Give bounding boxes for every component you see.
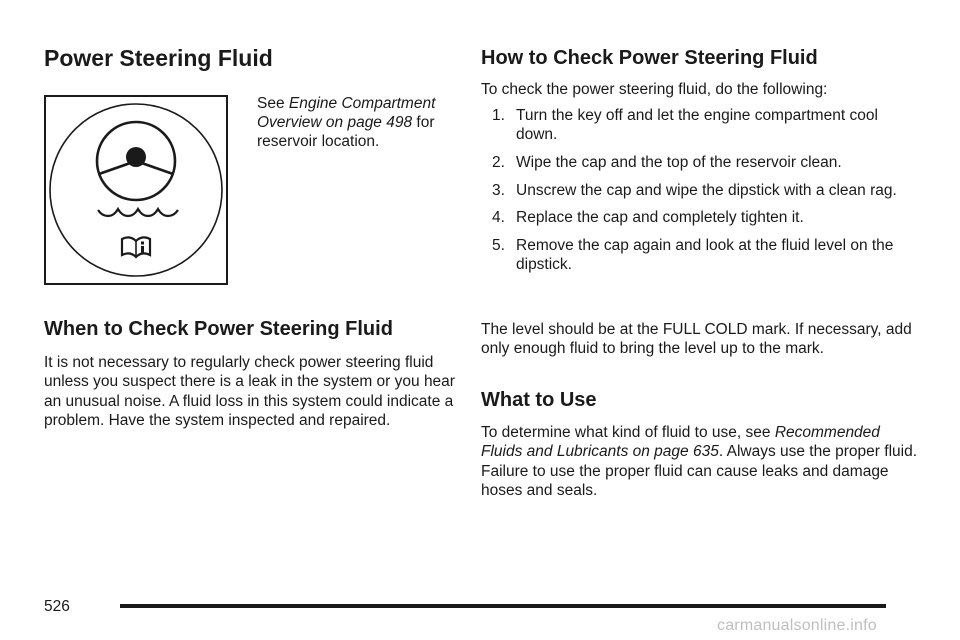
page-number: 526 [44, 598, 70, 615]
reservoir-location-reference [257, 94, 457, 151]
step-number: 3. [492, 181, 505, 199]
what-to-use-body [481, 423, 921, 500]
step-number: 5. [492, 237, 505, 255]
step-text: Unscrew the cap and wipe the dipstick with a clean rag. [516, 181, 897, 199]
power-steering-symbol-figure [44, 95, 228, 285]
what-suffix: . Always use the proper fluid. Failure to use the proper fluid can cause leaks and damage hoses and seals. [481, 443, 918, 499]
check-steps-list [481, 106, 921, 283]
list-item [481, 236, 921, 275]
list-item [481, 153, 921, 172]
list-item [481, 106, 921, 145]
owner-manual-icon [122, 237, 150, 257]
fluid-level-note: The level should be at the FULL COLD mark. If necessary, add only enough fluid to bring the level up to the mark. [481, 321, 912, 358]
how-to-check-heading: How to Check Power Steering Fluid [481, 47, 818, 69]
fluid-waves-icon [98, 209, 178, 216]
how-to-check-intro: To check the power steering fluid, do the following: [481, 81, 828, 98]
steering-wheel-icon [97, 122, 175, 200]
recommended-fluids-link[interactable]: Recommended Fluids and Lubricants on page 635 [481, 424, 880, 461]
step-number: 1. [492, 107, 505, 124]
see-prefix: See [257, 95, 285, 112]
engine-compartment-link[interactable]: Engine Compartment Overview on page 498 [257, 95, 436, 131]
step-number: 2. [492, 153, 505, 171]
when-to-check-body: It is not necessary to regularly check power steering fluid unless you suspect there is a leak in the system or you hear an unusual noise. A fluid loss in this system could indicate a problem. Have the system inspected and repaired. [44, 354, 455, 429]
page-title: Power Steering Fluid [44, 45, 273, 71]
see-suffix: for reservoir location. [257, 114, 435, 150]
list-item [481, 208, 921, 227]
footer-rule [120, 604, 886, 608]
step-number: 4. [492, 209, 505, 227]
power-steering-symbol-graphic [46, 97, 226, 283]
site-watermark: carmanualsonline.info [717, 617, 877, 634]
step-text: Wipe the cap and the top of the reservoir clean. [516, 153, 842, 171]
when-to-check-heading: When to Check Power Steering Fluid [44, 318, 393, 340]
step-text: Turn the key off and let the engine compartment cool down. [516, 107, 878, 144]
step-text: Replace the cap and completely tighten it. [516, 209, 804, 227]
list-item [481, 181, 921, 200]
what-to-use-heading: What to Use [481, 389, 597, 411]
step-text: Remove the cap again and look at the fluid level on the dipstick. [516, 237, 894, 274]
what-prefix: To determine what kind of fluid to use, see [481, 424, 771, 441]
